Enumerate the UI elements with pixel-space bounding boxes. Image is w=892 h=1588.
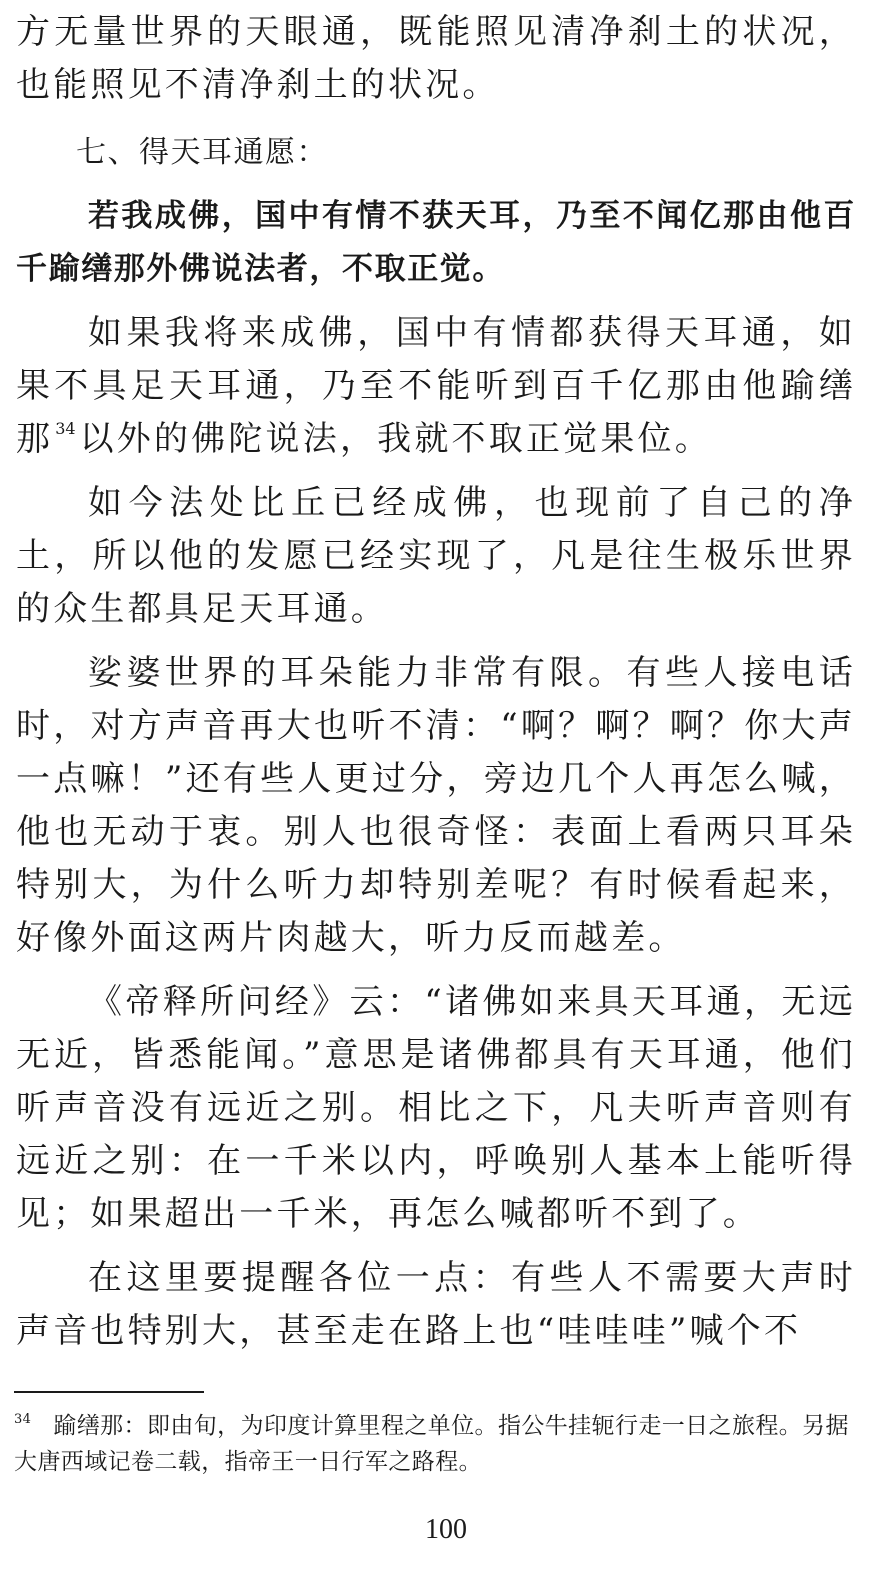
page-number: 100 (425, 1514, 467, 1545)
footnote (14, 1408, 864, 1480)
paragraph-text: 如果我将来成佛，国中有情都获得天耳通，如果不具足天耳通，乃至不能听到百千亿那由他踰缮那 (16, 313, 856, 459)
paragraph-text: 以外的佛陀说法，我就不取正觉果位。 (79, 419, 712, 459)
footnote-reference: 34 (55, 419, 76, 438)
section-heading: 七、得天耳通愿： (76, 135, 328, 170)
footnote-divider (14, 1391, 204, 1393)
paragraph: 如今法处比丘已经成佛，也现前了自己的净土，所以他的发愿已经实现了，凡是往生极乐世界的众生都具足天耳通。 (16, 483, 856, 629)
paragraph-continued: 方无量世界的天眼通，既能照见清净刹土的状况，也能照见不清净刹土的状况。 (16, 12, 856, 105)
paragraph: 在这里要提醒各位一点：有些人不需要大声时声音也特别大，甚至走在路上也“哇哇哇”喊个不 (16, 1258, 856, 1351)
page-body (16, 6, 856, 1358)
paragraph: 娑婆世界的耳朵能力非常有限。有些人接电话时，对方声音再大也听不清：“啊？啊？啊？你大声一点嘛！”还有些人更过分，旁边几个人再怎么喊，他也无动于衷。别人也很奇怪：表面上看两只耳朵特别大，为什么听力却特别差呢？有时候看起来，好像外面这两片肉越大，听力反而越差。 (16, 653, 856, 958)
vow-text: 若我成佛，国中有情不获天耳，乃至不闻亿那由他百千踰缮那外佛说法者，不取正觉。 (16, 198, 856, 287)
paragraph-explanation (16, 307, 856, 466)
paragraph: 《帝释所问经》云：“诸佛如来具天耳通，无远无近，皆悉能闻。”意思是诸佛都具有天耳通，他们听声音没有远近之别。相比之下，凡夫听声音则有远近之别：在一千米以内，呼唤别人基本上能听得见；如果超出一千米，再怎么喊都听不到了。 (16, 982, 856, 1234)
footnote-number: 34 (14, 1412, 32, 1427)
footnote-text: 踰缮那：即由旬，为印度计算里程之单位。指公牛挂轭行走一日之旅程。另据大唐西域记卷二载，指帝王一日行军之路程。 (14, 1413, 849, 1475)
